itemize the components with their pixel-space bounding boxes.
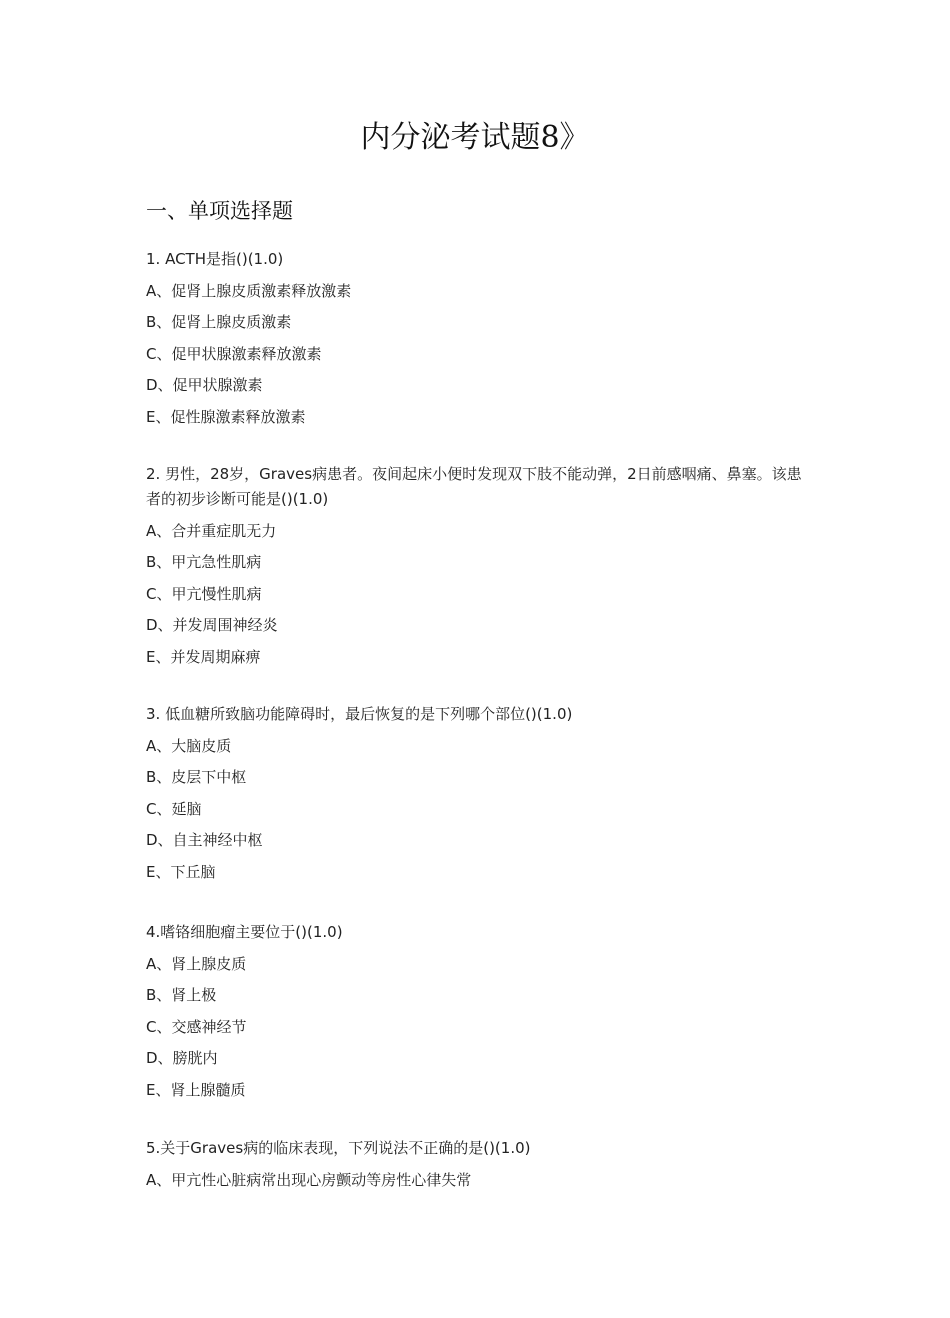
question-4 — [146, 920, 810, 1106]
option-e: E、肾上腺髓质 — [146, 1080, 246, 1099]
option-c: C、甲亢慢性肌病 — [146, 584, 262, 603]
option-a: A、大脑皮质 — [146, 737, 232, 755]
question-stem: 3. 低血糖所致脑功能障碍时，最后恢复的是下列哪个部位()(1.0) — [146, 705, 573, 723]
option-c: C、促甲状腺激素释放激素 — [146, 344, 322, 363]
question-5 — [146, 1136, 810, 1196]
option-b: B、甲亢急性肌病 — [146, 553, 262, 572]
option-b: B、促肾上腺皮质激素 — [146, 313, 292, 332]
option-list — [146, 1165, 810, 1196]
option-a: A、甲亢性心脏病常出现心房颤动等房性心律失常 — [146, 1171, 472, 1189]
option-e: E、下丘脑 — [146, 862, 216, 881]
option-list — [146, 516, 810, 673]
option-list — [146, 731, 810, 888]
question-stem: 5.关于Graves病的临床表现，下列说法不正确的是()(1.0) — [146, 1139, 531, 1157]
question-1 — [146, 247, 810, 433]
option-d: D、自主神经中枢 — [146, 831, 263, 850]
question-2 — [146, 462, 810, 673]
option-list — [146, 276, 810, 433]
question-stem: 1. ACTH是指()(1.0) — [146, 250, 284, 268]
option-b: B、肾上极 — [146, 986, 217, 1005]
option-e: E、并发周期麻痹 — [146, 647, 261, 666]
option-d: D、促甲状腺激素 — [146, 376, 263, 395]
option-d: D、并发周围神经炎 — [146, 616, 278, 635]
option-d: D、膀胱内 — [146, 1049, 218, 1068]
option-e: E、促性腺激素释放激素 — [146, 407, 306, 426]
option-b: B、皮层下中枢 — [146, 768, 247, 787]
section-heading: 一、单项选择题 — [146, 199, 293, 223]
option-c: C、交感神经节 — [146, 1017, 247, 1036]
question-3 — [146, 702, 810, 888]
option-c: C、延脑 — [146, 799, 202, 818]
option-list — [146, 949, 810, 1106]
option-a: A、促肾上腺皮质激素释放激素 — [146, 282, 352, 300]
question-stem: 2. 男性，28岁，Graves病患者。夜间起床小便时发现双下肢不能动弹，2日前感咽痛、鼻塞。该患者的初步诊断可能是()(1.0) — [146, 465, 802, 508]
document-title: 内分泌考试题8》 — [360, 120, 590, 155]
option-a: A、肾上腺皮质 — [146, 955, 247, 973]
question-stem: 4.嗜铬细胞瘤主要位于()(1.0) — [146, 923, 343, 941]
option-a: A、合并重症肌无力 — [146, 522, 277, 540]
